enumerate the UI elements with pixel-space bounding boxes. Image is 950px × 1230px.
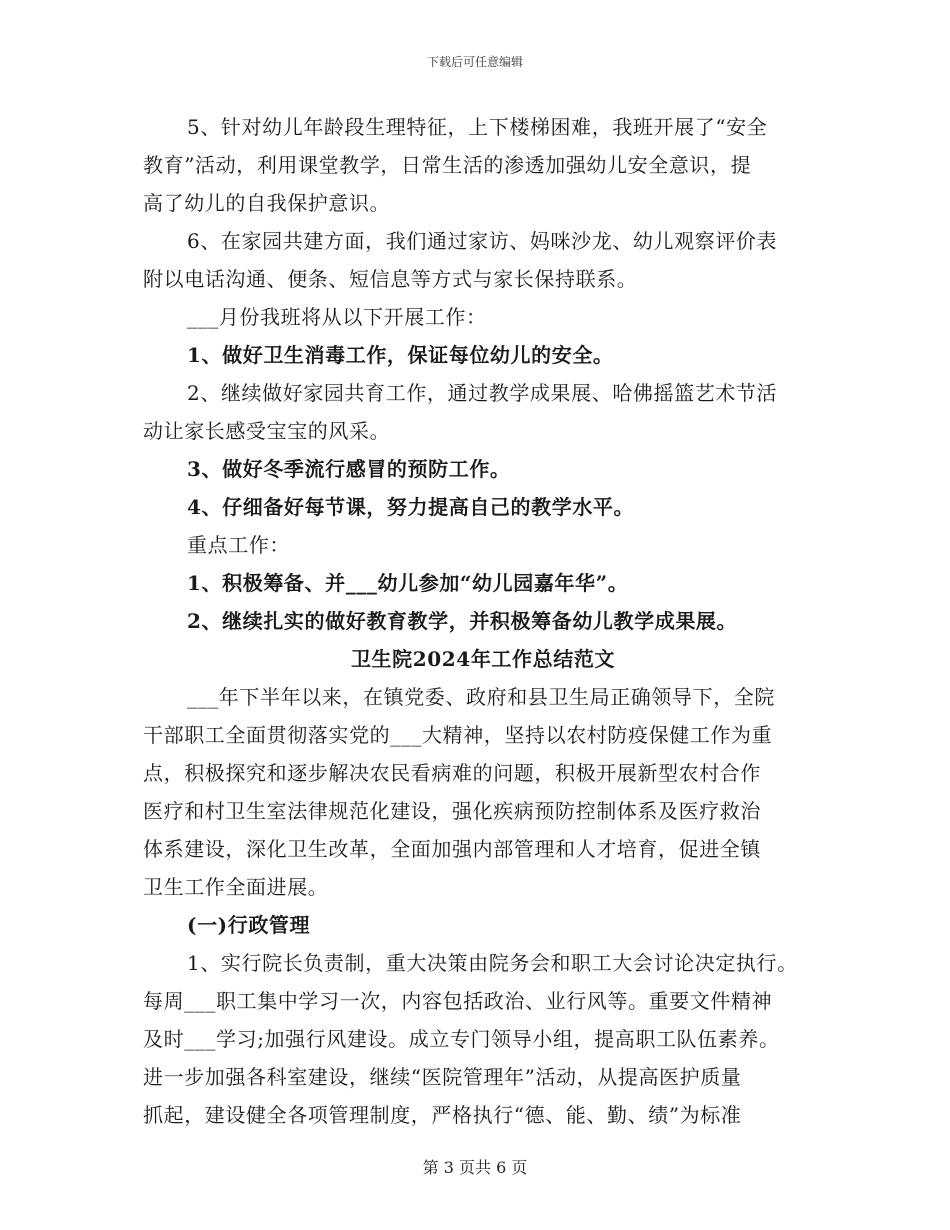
paragraph-line: ___年下半年以来，在镇党委、政府和县卫生局正确领导下，全院 bbox=[187, 685, 775, 709]
paragraph-line: 抓起，建设健全各项管理制度，严格执行“德、能、勤、绩”为标准 bbox=[143, 1103, 742, 1127]
paragraph-line: 卫生工作全面进展。 bbox=[143, 875, 329, 899]
bold-item-line: 1、积极筹备、并___幼儿参加“幼儿园嘉年华”。 bbox=[187, 571, 629, 595]
paragraph-line: 体系建设，深化卫生改革，全面加强内部管理和人才培育，促进全镇 bbox=[143, 837, 761, 861]
section-label: 重点工作： bbox=[187, 533, 290, 557]
paragraph-line: 6、在家园共建方面，我们通过家访、妈咪沙龙、幼儿观察评价表 bbox=[187, 229, 778, 253]
paragraph-line: 进一步加强各科室建设，继续“医院管理年”活动，从提高医护质量 bbox=[143, 1065, 742, 1089]
paragraph-line: 及时___学习;加强行风建设。成立专门领导小组，提高职工队伍素养。 bbox=[143, 1027, 780, 1051]
page-footer: 第 3 页共 6 页 bbox=[422, 1158, 528, 1177]
paragraph-line: 附以电话沟通、便条、短信息等方式与家长保持联系。 bbox=[143, 267, 638, 291]
paragraph-line: 1、实行院长负责制，重大决策由院务会和职工大会讨论决定执行。 bbox=[187, 951, 798, 975]
bold-item-line: 4、仔细备好每节课，努力提高自己的教学水平。 bbox=[187, 495, 635, 519]
paragraph-line: 教育”活动，利用课堂教学，日常生活的渗透加强幼儿安全意识，提 bbox=[143, 153, 752, 177]
paragraph-line: 5、针对幼儿年龄段生理特征，上下楼梯困难，我班开展了“安全 bbox=[187, 115, 768, 139]
page-header: 下载后可任意编辑 bbox=[426, 55, 523, 69]
bold-item-line: 3、做好冬季流行感冒的预防工作。 bbox=[187, 457, 511, 481]
document-body bbox=[143, 108, 823, 1134]
bold-item-line: 1、做好卫生消毒工作，保证每位幼儿的安全。 bbox=[187, 343, 614, 367]
paragraph-line: 2、继续做好家园共育工作，通过教学成果展、哈佛摇篮艺术节活 bbox=[187, 381, 778, 405]
paragraph-line: 干部职工全面贯彻落实党的___大精神，坚持以农村防疫保健工作为重 bbox=[143, 723, 773, 747]
paragraph-line: 每周___职工集中学习一次，内容包括政治、业行风等。重要文件精神 bbox=[143, 989, 773, 1013]
paragraph-line: 医疗和村卫生室法律规范化建设，强化疾病预防控制体系及医疗救治 bbox=[143, 799, 761, 823]
section-heading: (一)行政管理 bbox=[187, 913, 311, 937]
paragraph-line: ___月份我班将从以下开展工作： bbox=[187, 305, 487, 329]
bold-item-line: 2、继续扎实的做好教育教学，并积极筹备幼儿教学成果展。 bbox=[187, 609, 738, 633]
document-title: 卫生院2024年工作总结范文 bbox=[350, 647, 616, 671]
paragraph-line: 点，积极探究和逐步解决农民看病难的问题，积极开展新型农村合作 bbox=[143, 761, 761, 785]
paragraph-line: 动让家长感受宝宝的风采。 bbox=[143, 419, 391, 443]
paragraph-line: 高了幼儿的自我保护意识。 bbox=[143, 191, 391, 215]
